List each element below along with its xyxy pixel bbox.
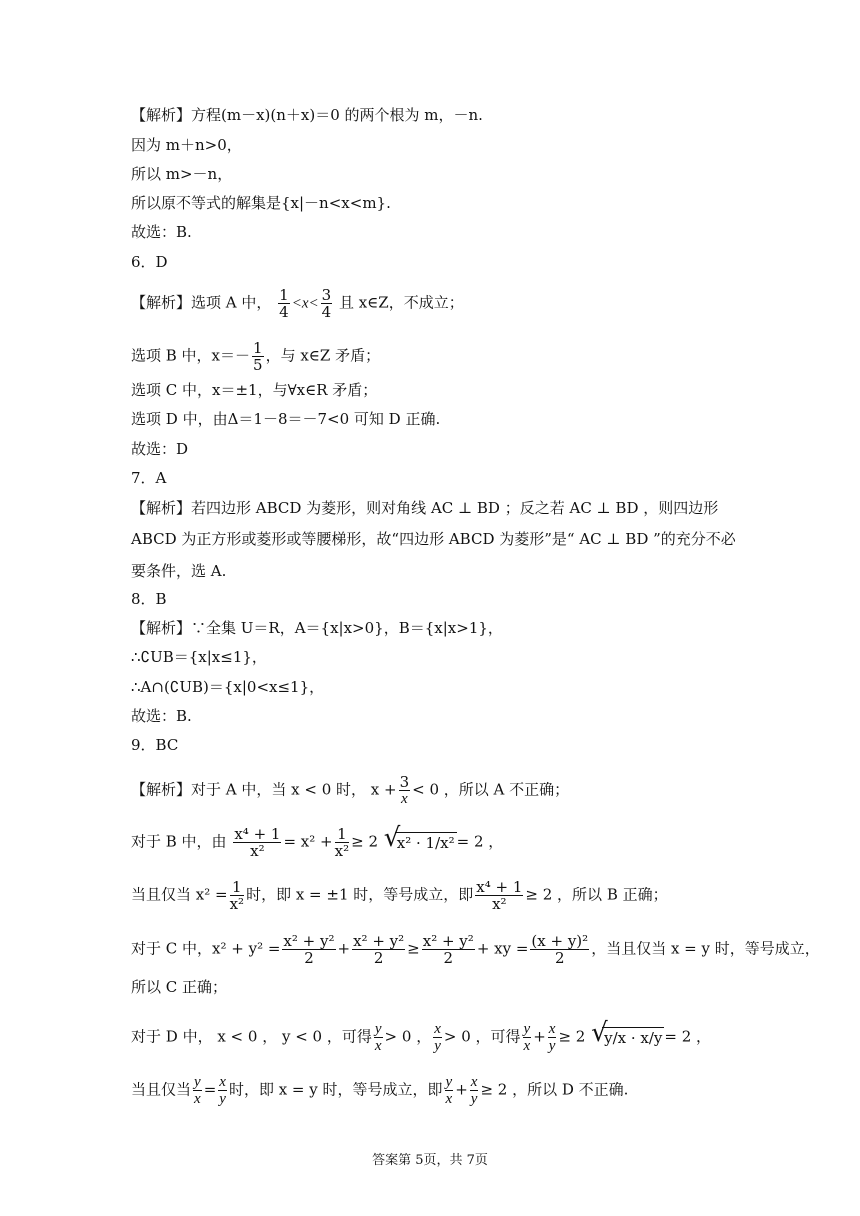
text: ≥ 2 bbox=[558, 1027, 586, 1046]
inequality: <x< bbox=[291, 295, 319, 312]
text: ≥ 2 bbox=[351, 832, 378, 851]
fraction: $\frac{x}{y}$ bbox=[434, 1021, 441, 1054]
fraction: $\frac{1}{5}$ bbox=[253, 339, 263, 374]
text: 时，即 x = y 时，等号成立，即 bbox=[228, 1080, 443, 1099]
text: = x² + bbox=[283, 832, 333, 851]
text-line bbox=[131, 1021, 711, 1054]
analysis-q9 bbox=[131, 774, 569, 807]
text: ≥ 2 ，所以 D 不正确. bbox=[480, 1080, 629, 1099]
text-line: 选项 C 中，x＝±1，与∀x∈R 矛盾； bbox=[131, 381, 378, 399]
text-line bbox=[131, 879, 668, 912]
text: = bbox=[203, 1080, 217, 1099]
text: = 2 ， bbox=[664, 1027, 712, 1046]
text-line bbox=[131, 340, 380, 373]
text: 对于 D 中， x < 0 ， y < 0 ，可得 bbox=[131, 1027, 372, 1046]
text-line: 所以 C 正确； bbox=[131, 978, 228, 996]
text: 选项 B 中，x＝－ bbox=[131, 346, 251, 365]
fraction: $\frac{y}{x}$ bbox=[374, 1021, 382, 1054]
analysis-q6 bbox=[131, 287, 464, 320]
text: 【解析】选项 A 中， bbox=[131, 293, 272, 312]
fraction: $\frac{\text{x² + y²}}{2}$ bbox=[422, 932, 474, 967]
text: > 0 ， bbox=[384, 1027, 432, 1046]
question-number: 9．BC bbox=[131, 736, 179, 754]
fraction: $\frac{x}{y}$ bbox=[470, 1074, 478, 1107]
text: 对于 B 中，由 bbox=[131, 832, 227, 851]
choice-line: 故选：B. bbox=[131, 707, 192, 725]
text: + bbox=[455, 1080, 468, 1099]
text: ≥ bbox=[407, 939, 420, 958]
square-root: √ x² · 1/x² bbox=[395, 832, 457, 853]
text-line: 选项 D 中，由Δ＝1－8＝－7<0 可知 D 正确. bbox=[131, 410, 441, 428]
text: > 0 ，可得 bbox=[443, 1027, 521, 1046]
text-line: 所以 m>－n， bbox=[131, 165, 233, 183]
fraction: $\frac{y}{x}$ bbox=[523, 1021, 531, 1054]
analysis-q5: 【解析】方程(m－x)(n＋x)＝0 的两个根为 m，－n. bbox=[131, 106, 483, 124]
question-number: 7．A bbox=[131, 469, 167, 487]
fraction: $\frac{x}{y}$ bbox=[548, 1021, 556, 1054]
analysis-q7: 【解析】若四边形 ABCD 为菱形，则对角线 AC ⊥ BD ；反之若 AC ⊥ BD ，则四边形 bbox=[131, 499, 719, 517]
fraction: $\frac{\text{x⁴ + 1}}{\text{x²}}$ bbox=[234, 825, 281, 860]
fraction: $\frac{x}{y}$ bbox=[219, 1074, 226, 1107]
text-line: ∴∁UB＝{x|x≤1}， bbox=[131, 648, 267, 666]
text: 当且仅当 bbox=[131, 1080, 192, 1099]
text-line: 所以原不等式的解集是{x|－n<x<m}. bbox=[131, 194, 391, 212]
text: ≥ 2 ，所以 B 正确； bbox=[525, 885, 668, 904]
text: ，当且仅当 x = y 时，等号成立， bbox=[591, 939, 820, 958]
fraction: $\frac{3}{x}$ bbox=[399, 773, 410, 807]
text: ，与 x∈Z 矛盾； bbox=[265, 346, 381, 365]
fraction: $\frac{1}{4}$ bbox=[279, 286, 289, 321]
text: 对于 C 中，x² + y² = bbox=[131, 939, 281, 958]
text-line bbox=[131, 933, 820, 966]
text: 【解析】对于 A 中，当 x < 0 时， x + bbox=[131, 780, 397, 799]
text-line bbox=[131, 826, 503, 859]
text: + bbox=[533, 1027, 546, 1046]
text: 当且仅当 x² = bbox=[131, 885, 228, 904]
text: < 0 ，所以 A 不正确； bbox=[412, 780, 570, 799]
fraction: $\frac{\text{(x + y)²}}{2}$ bbox=[531, 932, 589, 967]
text-line: 因为 m＋n>0， bbox=[131, 136, 242, 154]
question-number: 6．D bbox=[131, 253, 168, 271]
text: 时，即 x = ±1 时，等号成立，即 bbox=[246, 885, 474, 904]
fraction: $\frac{y}{x}$ bbox=[194, 1074, 201, 1107]
analysis-q8: 【解析】∵全集 U＝R，A＝{x|x>0}，B＝{x|x>1}， bbox=[131, 619, 503, 637]
text-line: ∴A∩(∁UB)＝{x|0<x≤1}， bbox=[131, 678, 325, 696]
question-number: 8．B bbox=[131, 590, 167, 608]
text: 且 x∈Z，不成立； bbox=[338, 293, 464, 312]
text: + bbox=[337, 939, 351, 958]
choice-line: 故选：B. bbox=[131, 223, 192, 241]
fraction: $\frac{3}{4}$ bbox=[321, 286, 332, 321]
text-line: ABCD 为正方形或菱形或等腰梯形，故“四边形 ABCD 为菱形”是“ AC ⊥ BD ”的充分不必 bbox=[131, 530, 736, 548]
square-root: √ y/x · x/y bbox=[602, 1027, 664, 1048]
fraction: $\frac{1}{\text{x²}}$ bbox=[334, 825, 350, 860]
fraction: $\frac{\text{x⁴ + 1}}{\text{x²}}$ bbox=[476, 878, 523, 913]
fraction: $\frac{\text{x² + y²}}{2}$ bbox=[283, 932, 335, 967]
fraction: $\frac{\text{x² + y²}}{2}$ bbox=[353, 932, 405, 967]
page-footer: 答案第 5页，共 7页 bbox=[372, 1153, 488, 1168]
text: + xy = bbox=[476, 939, 529, 958]
text: = 2 ， bbox=[456, 832, 504, 851]
text-line: 要条件，选 A. bbox=[131, 562, 227, 580]
text-line bbox=[131, 1074, 628, 1107]
fraction: $\frac{y}{x}$ bbox=[445, 1074, 453, 1107]
choice-line: 故选：D bbox=[131, 440, 189, 458]
fraction: $\frac{1}{\text{x²}}$ bbox=[229, 878, 245, 913]
